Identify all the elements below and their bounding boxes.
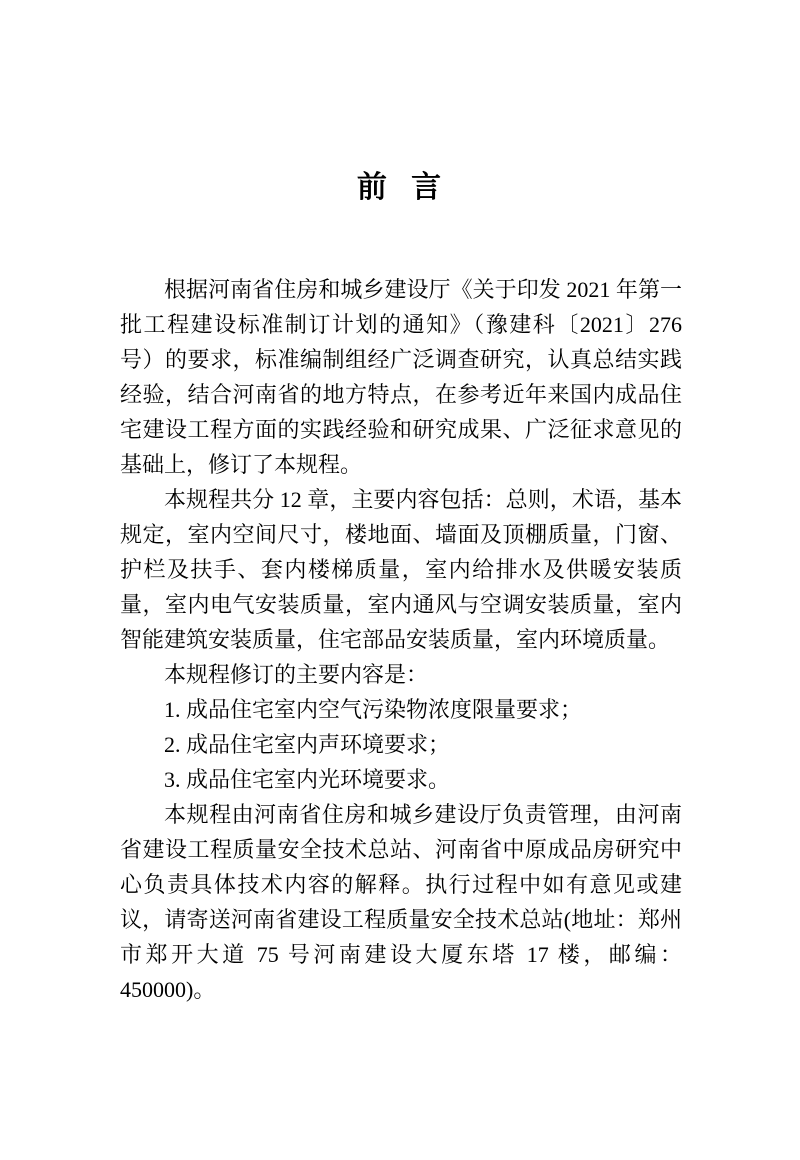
page-title: 前 言 xyxy=(356,171,444,204)
list-item-2: 2. 成品住宅室内声环境要求； xyxy=(164,732,451,757)
paragraph-basis: 根据河南省住房和城乡建设厅《关于印发 2021 年第一批工程建设标准制订计划的通知》（豫建科〔2021〕276 号）的要求，标准编制组经广泛调查研究，认真总结实践经验，结合河南省的地方特点，在参考近年来国内成品住宅建设工程方面的实践经验和研究成果、广泛征求意见的基础上，修订了本规程。 xyxy=(120,277,682,477)
list-item-1: 1. 成品住宅室内空气污染物浓度限量要求； xyxy=(164,697,583,722)
list-item-3: 3. 成品住宅室内光环境要求。 xyxy=(164,767,451,792)
paragraph-management-contact: 本规程由河南省住房和城乡建设厅负责管理，由河南省建设工程质量安全技术总站、河南省中原成品房研究中心负责具体技术内容的解释。执行过程中如有意见或建议，请寄送河南省建设工程质量安全技术总站(地址：郑州市郑开大道 75 号河南建设大厦东塔 17 楼，邮编：450000)。 xyxy=(120,802,682,1002)
paragraph-contents-overview: 本规程共分 12 章，主要内容包括：总则，术语，基本规定，室内空间尺寸，楼地面、墙面及顶棚质量，门窗、护栏及扶手、套内楼梯质量，室内给排水及供暖安装质量，室内电气安装质量，室内通风与空调安装质量，室内智能建筑安装质量，住宅部品安装质量，室内环境质量。 xyxy=(120,487,682,652)
paragraph-revision-intro: 本规程修订的主要内容是： xyxy=(164,662,429,687)
document-body xyxy=(120,272,682,1007)
